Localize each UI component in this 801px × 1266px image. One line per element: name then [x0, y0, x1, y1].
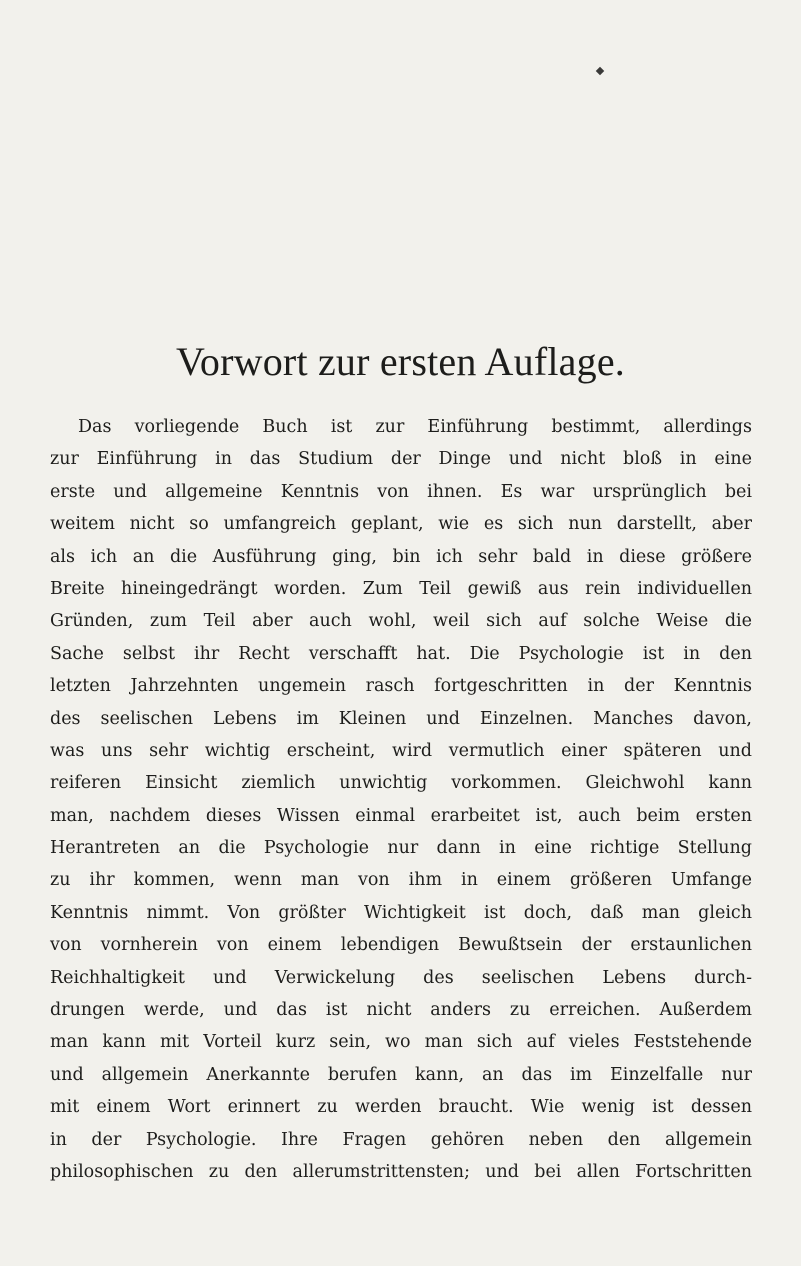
text-line: Herantreten an die Psychologie nur dann in eine richtige Stellung [50, 838, 752, 859]
text-line: in der Psychologie. Ihre Fragen gehören neben den allgemein [50, 1129, 752, 1150]
text-line: zu ihr kommen, wenn man von ihm in einem größeren Umfange [50, 870, 752, 891]
text-line: des seelischen Lebens im Kleinen und Einzelnen. Manches davon, [50, 708, 752, 729]
text-line: man, nachdem dieses Wissen einmal erarbeitet ist, auch beim ersten [50, 805, 752, 826]
text-line: Reichhaltigkeit und Verwickelung des seelischen Lebens durch- [50, 967, 752, 988]
text-line: mit einem Wort erinnert zu werden braucht. Wie wenig ist dessen [50, 1097, 752, 1118]
text-line: Gründen, zum Teil aber auch wohl, weil sich auf solche Weise die [50, 611, 752, 632]
text-line: Kenntnis nimmt. Von größter Wichtigkeit ist doch, daß man gleich [50, 902, 752, 923]
text-line: reiferen Einsicht ziemlich unwichtig vorkommen. Gleichwohl kann [50, 773, 752, 794]
text-line: Das vorliegende Buch ist zur Einführung bestimmt, allerdings [78, 417, 752, 437]
text-line: was uns sehr wichtig erscheint, wird vermutlich einer späteren und [50, 740, 752, 761]
text-line: als ich an die Ausführung ging, bin ich sehr bald in diese größere [50, 546, 752, 567]
text-line: weitem nicht so umfangreich geplant, wie es sich nun darstellt, aber [50, 514, 752, 535]
text-line: Sache selbst ihr Recht verschafft hat. Die Psychologie ist in den [50, 643, 752, 664]
text-line: von vornherein von einem lebendigen Bewußtsein der erstaunlichen [50, 935, 752, 956]
text-line: drungen werde, und das ist nicht anders zu erreichen. Außerdem [50, 1000, 752, 1021]
text-line: man kann mit Vorteil kurz sein, wo man sich auf vieles Feststehende [50, 1032, 752, 1053]
text-line: erste und allgemeine Kenntnis von ihnen. Es war ursprünglich bei [50, 481, 752, 502]
text-line: letzten Jahrzehnten ungemein rasch fortgeschritten in der Kenntnis [50, 676, 752, 697]
text-line: und allgemein Anerkannte berufen kann, an das im Einzelfalle nur [50, 1064, 752, 1085]
text-line: philosophischen zu den allerumstrittensten; und bei allen Fortschritten [50, 1161, 752, 1182]
page-title: Vorwort zur ersten Auflage. [176, 339, 625, 384]
preface-body [50, 411, 752, 1188]
printer-mark [596, 67, 604, 75]
text-line: Breite hineingedrängt worden. Zum Teil gewiß aus rein individuellen [50, 578, 752, 599]
text-line: zur Einführung in das Studium der Dinge und nicht bloß in eine [50, 449, 752, 470]
